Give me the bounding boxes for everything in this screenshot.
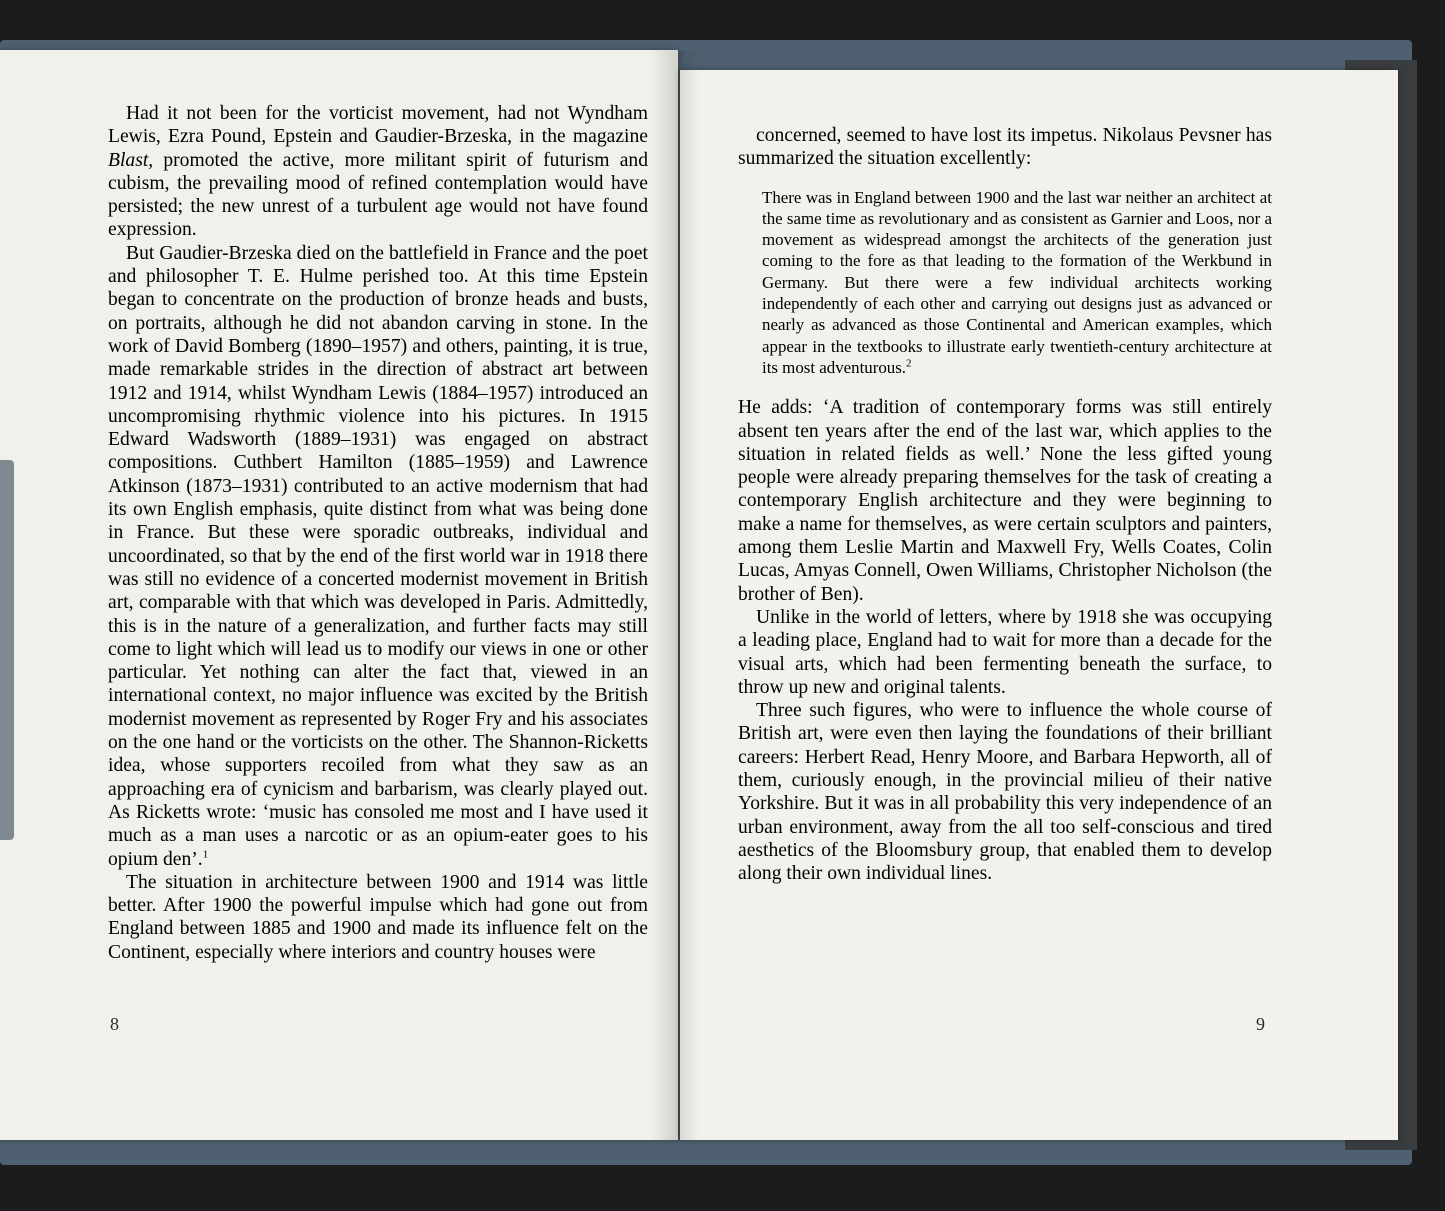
left-paragraph-2: But Gaudier-Brzeska died on the battlefield in France and the poet and philosopher T. E. Hulme perished too. At this time Epstein began to concentrate on the production of bronze heads and busts, on portraits, although he did not abandon carving in stone. In the work of David Bomberg (1890–1957) and others, painting, it is true, made remarkable strides in the direction of abstract art between 1912 and 1914, whilst Wyndham Lewis (1884–1957) introduced an uncompromising rhythmic violence into his pictures. In 1915 Edward Wadsworth (1889–1931) was engaged on abstract compositions. Cuthbert Hamilton (1885–1959) and Lawrence Atkinson (1873–1931) contributed to an active modernism that had its own English emphasis, quite distinct from what was being done in France. But these were sporadic outbreaks, individual and uncoordinated, so that by the end of the first world war in 1918 there was still no evidence of a concerted modernist movement in British art, comparable with that which was developed in Paris. Admittedly, this is in the nature of a generalization, and further facts may still come to light which will lead us to modify our views in one or other particular. Yet nothing can alter the fact that, viewed in an international context, no major influence was excited by the British modernist movement as represented by Roger Fry and his associates on the one hand or the vorticists on the other. The Shannon-Ricketts idea, whose supporters recoiled from what they saw as an approaching era of cynicism and barbarism, was clearly played out. As Ricketts wrote: ‘music has consoled me most and I have used it much as a man uses a narcotic or as an opium-eater goes to his opium den’.$^1$ [108,242,648,870]
page-edge-tab [0,460,14,840]
right-paragraph-1: He adds: ‘A tradition of contemporary forms was still entirely absent ten years after the end of the last war, which applies to the situation in related fields as well.’ None the less gifted young people were already preparing themselves for the task of creating a contemporary English architecture and they were beginning to make a name for themselves, as were certain sculptors and painters, among them Leslie Martin and Maxwell Fry, Wells Coates, Colin Lucas, Amyas Connell, Owen Williams, Christopher Nicholson (the brother of Ben). [738,397,1272,605]
left-page-text [108,102,648,964]
right-paragraph-2: Unlike in the world of letters, where by 1918 she was occupying a leading place, England had to wait for more than a decade for the visual arts, which had been fermenting beneath the surface, to throw up new and original talents. [738,606,1272,698]
page-number-left: 8 [110,1014,119,1034]
book-gutter [650,50,700,1140]
left-paragraph-3: The situation in architecture between 1900 and 1914 was little better. After 1900 the powerful impulse which had gone out from England between 1885 and 1900 and made its influence felt on the Continent, especially where interiors and country houses were [108,871,648,963]
page-number-right: 9 [1256,1014,1265,1034]
right-page-text [738,124,1272,886]
right-intro: concerned, seemed to have lost its impetus. Nikolaus Pevsner has summarized the situation excellently: [738,125,1272,170]
left-paragraph-1: Had it not been for the vorticist movement, had not Wyndham Lewis, Ezra Pound, Epstein and Gaudier-Brzeska, in the magazine Blast, promoted the active, more militant spirit of futurism and cubism, the prevailing mood of refined contemplation would have persisted; the new unrest of a turbulent age would not have found expression. [108,103,648,241]
block-quote: There was in England between 1900 and the last war neither an architect at the same time as revolutionary and as consistent as Garnier and Loos, nor a movement as widespread amongst the architects of the generation just coming to the fore as that leading to the formation of the Werkbund in Germany. But there were a few individual architects working independently of each other and carrying out designs just as advanced or nearly as advanced as those Continental and American examples, which appear in the textbooks to illustrate early twentieth-century architecture at its most adventurous.$^2$ [762,187,1272,377]
right-paragraph-3: Three such figures, who were to influence the whole course of British art, were even then laying the foundations of their brilliant careers: Herbert Read, Henry Moore, and Barbara Hepworth, all of them, curiously enough, in the provincial milieu of their native Yorkshire. But it was in all probability this very independence of an urban environment, away from the all too self-conscious and tired aesthetics of the Bloomsbury group, that enabled them to develop along their own individual lines. [738,700,1272,885]
footnote-marker: 2 [906,357,912,370]
footnote-marker: 1 [202,847,209,860]
